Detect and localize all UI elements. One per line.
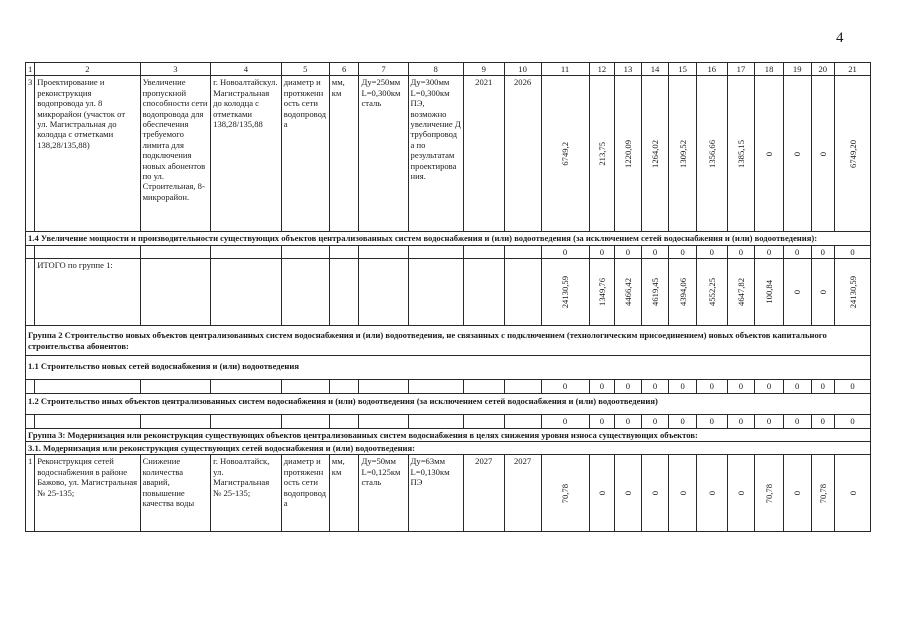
header-cell: 20 [811,63,835,76]
year-start: 2027 [463,455,504,532]
value-before: Ду=50мм L=0,125км сталь [359,455,408,532]
header-cell: 6 [329,63,359,76]
section-1-2-title: 1.2 Строительство иных объектов централизованных систем водоснабжения и (или) водоотведения (за исключением сетей водоснабжения и (или) водоотведения) [26,393,871,414]
cost-value: 0 [706,491,717,496]
total-value: 4466,42 [622,278,633,307]
page-number: 4 [836,30,844,46]
year-end: 2027 [504,455,541,532]
cost-value: 0 [650,491,661,496]
object-location: г. Новоалтайскул. Магистральная до колодца с отметками 138,28/135,88 [211,76,282,232]
zero-cell: 0 [669,415,697,428]
zeros-row [26,245,871,258]
total-value: 4647,82 [735,278,746,307]
total-value: 1349,76 [596,278,607,307]
object-parameter: диаметр и протяженность сети водопровода [281,455,329,532]
value-after: Ду=63мм L=0,130км ПЭ [408,455,463,532]
cost-value: 0 [792,151,803,157]
header-cell: 8 [408,63,463,76]
header-cell: 14 [641,63,669,76]
zero-cell: 0 [615,415,642,428]
header-cell: 2 [35,63,140,76]
value-before: Ду=250мм L=0,300км сталь [359,76,408,232]
zero-cell: 0 [589,415,615,428]
group-title-row [26,428,871,441]
section-title-row [26,356,871,380]
zeros-row [26,380,871,393]
section-3-1-title: 3.1. Модернизация или реконструкция существующих сетей водоснабжения и (или) водоотведения: [26,442,871,455]
zero-cell: 0 [541,380,589,393]
header-cell: 1 [26,63,35,76]
object-name: Реконструкция сетей водоснабжения в районе Бажово, ул. Магистральная № 25-135; [35,455,140,532]
total-value: 0 [817,290,828,295]
cost-value: 0 [817,151,828,157]
cost-value: 0 [677,491,688,496]
header-cell: 10 [504,63,541,76]
zero-cell: 0 [811,245,835,258]
zero-cell: 0 [727,245,755,258]
section-title-row [26,442,871,455]
cost-value: 6749,2 [560,142,571,166]
zero-cell: 0 [783,380,811,393]
cost-value: 1264,02 [650,139,661,168]
cost-value: 213,75 [596,142,607,166]
zero-cell: 0 [669,245,697,258]
total-label: ИТОГО по группе 1: [35,259,140,326]
section-title-row [26,393,871,414]
investment-table [25,62,871,532]
total-value: 24130,59 [560,276,571,309]
year-start: 2021 [463,76,504,232]
zero-cell: 0 [811,380,835,393]
table-row-project [26,76,871,232]
group-3-title: Группа 3: Модернизация или реконструкция существующих объектов централизованных систем водоснабжения в целях снижения уровня износа существующих объектов: [26,428,871,441]
object-unit: мм, км [329,455,359,532]
cost-value: 0 [764,151,775,157]
cost-value: 0 [596,491,607,496]
header-cell: 17 [727,63,755,76]
total-value: 4619,45 [650,278,661,307]
cost-value: 0 [622,491,633,496]
zero-cell: 0 [783,245,811,258]
zero-cell: 0 [589,245,615,258]
header-cell: 4 [211,63,282,76]
header-cell: 19 [783,63,811,76]
object-name: Проектирование и реконструкция водопровода ул. 8 микрорайон (участок от ул. Магистральная до колодца с отметками 138,28/135,88) [35,76,140,232]
cost-value: 1356,66 [706,139,717,168]
cost-value: 0 [735,491,746,496]
zero-cell: 0 [755,380,784,393]
header-cell: 18 [755,63,784,76]
zero-cell: 0 [696,380,727,393]
cost-value: 70,78 [764,483,775,504]
section-1-4-title: 1.4 Увеличение мощности и производительности существующих объектов централизованных систем водоснабжения и (или) водоотведения (за исключением сетей водоснабжения и (или) водоотведения): [26,232,871,245]
object-purpose: Увеличение пропускной способности сети водопровода для обеспечения требуемого лимита для подключения новых абонентов по ул. Строительная, 8-микрорайон. [140,76,211,232]
header-row [26,63,871,76]
zero-cell: 0 [541,415,589,428]
object-parameter: диаметр и протяженность сети водопровода [281,76,329,232]
zero-cell: 0 [669,380,697,393]
table-row-reconstruction [26,455,871,532]
object-unit: мм, км [329,76,359,232]
zero-cell: 0 [696,415,727,428]
cost-value: 70,78 [560,483,571,504]
section-title-row [26,232,871,245]
header-cell: 16 [696,63,727,76]
zero-cell: 0 [696,245,727,258]
year-end: 2026 [504,76,541,232]
header-cell: 11 [541,63,589,76]
object-location: г. Новоалтайск, ул. Магистральная № 25-135; [211,455,282,532]
zeros-row [26,415,871,428]
cost-value: 6749,20 [847,139,858,168]
object-purpose: Снижение количества аварий, повышение качества воды [140,455,211,532]
row-number: 3 [26,76,35,232]
zero-cell: 0 [615,245,642,258]
row-number: 1 [26,455,35,532]
header-cell: 3 [140,63,211,76]
zero-cell: 0 [835,380,871,393]
zero-cell: 0 [541,245,589,258]
zero-cell: 0 [835,415,871,428]
zero-cell: 0 [783,415,811,428]
zero-cell: 0 [727,380,755,393]
total-value: 4552,25 [706,278,717,307]
zero-cell: 0 [641,245,669,258]
group-title-row [26,326,871,356]
zero-cell: 0 [755,415,784,428]
total-value: 100,84 [764,280,775,305]
zero-cell: 0 [755,245,784,258]
cost-value: 0 [847,491,858,496]
cost-value: 70,78 [817,483,828,504]
header-cell: 7 [359,63,408,76]
cost-value: 1385,15 [735,139,746,168]
zero-cell: 0 [835,245,871,258]
zero-cell: 0 [641,380,669,393]
zero-cell: 0 [589,380,615,393]
header-cell: 9 [463,63,504,76]
total-value: 24130,59 [847,276,858,309]
cost-value: 1309,52 [677,139,688,168]
total-value: 0 [792,290,803,295]
value-after: Ду=300мм L=0,300км ПЭ, возможно увеличение Д трубопровода по результатам проектирования. [408,76,463,232]
zero-cell: 0 [811,415,835,428]
header-cell: 12 [589,63,615,76]
cost-value: 1220,09 [622,139,633,168]
section-1-1-title: 1.1 Строительство новых сетей водоснабжения и (или) водоотведения [26,356,871,380]
header-cell: 13 [615,63,642,76]
header-cell: 21 [835,63,871,76]
total-row-group1 [26,259,871,326]
header-cell: 15 [669,63,697,76]
cost-value: 0 [792,491,803,496]
header-cell: 5 [281,63,329,76]
zero-cell: 0 [641,415,669,428]
total-value: 4394,06 [677,278,688,307]
zero-cell: 0 [615,380,642,393]
group-2-title: Группа 2 Строительство новых объектов централизованных систем водоснабжения и (или) водоотведения, не связанных с подключением (технологическим присоединением) новых объектов капитального строительства абонентов: [26,326,871,356]
zero-cell: 0 [727,415,755,428]
